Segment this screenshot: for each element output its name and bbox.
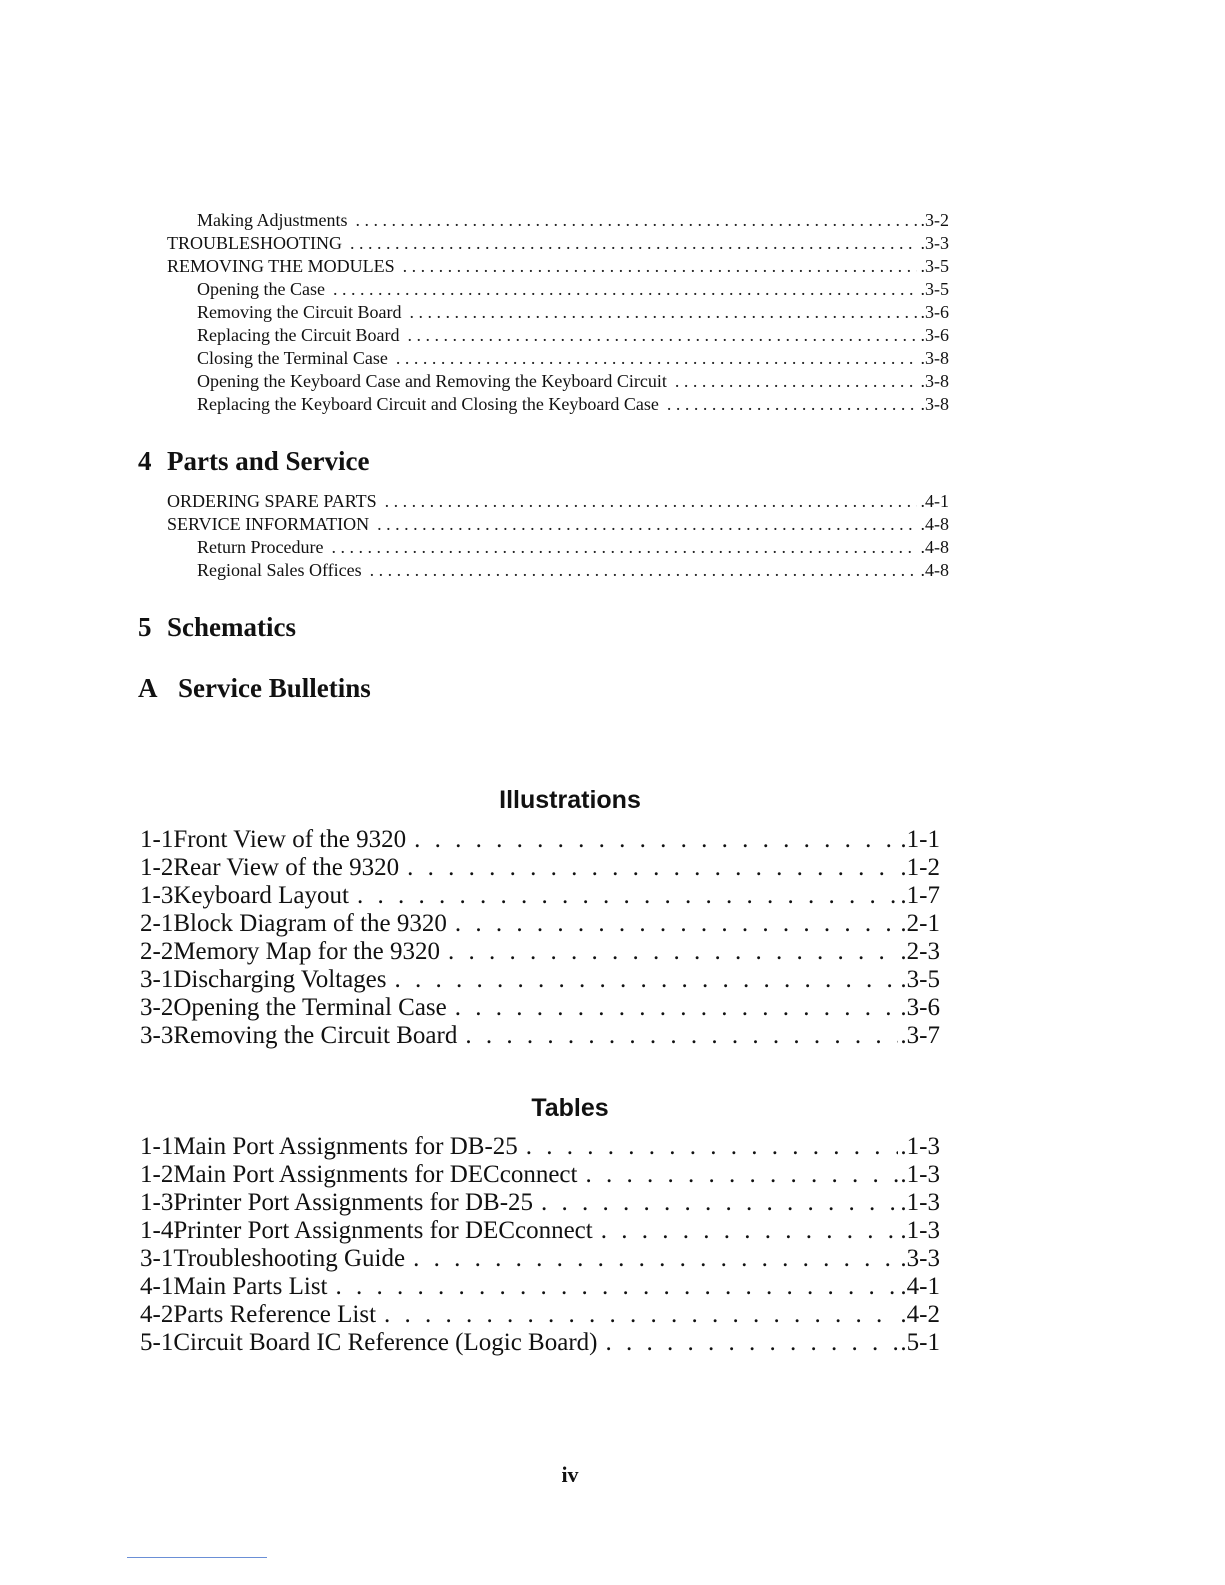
dot-leader — [396, 348, 917, 369]
toc-entry-label: Closing the Terminal Case — [197, 348, 388, 368]
scan-artifact-line — [127, 1557, 267, 1558]
item-number: 1-3 — [140, 1189, 174, 1216]
toc-entry — [197, 394, 949, 417]
item-number: 1-1 — [140, 1133, 174, 1160]
list-item — [140, 1329, 940, 1357]
item-page: .2-3 — [900, 938, 940, 965]
item-page: .1-3 — [900, 1133, 940, 1160]
toc-entry-label: Removing the Circuit Board — [197, 302, 402, 322]
item-label: Troubleshooting Guide — [173, 1245, 406, 1272]
dot-leader — [667, 394, 917, 415]
tables-heading: Tables — [531, 1094, 609, 1122]
toc-entry-label: Making Adjustments — [197, 210, 348, 230]
toc-entry-page: .3-8 — [920, 394, 949, 414]
toc-entry — [167, 491, 949, 514]
dot-leader — [601, 1217, 899, 1245]
list-item — [140, 1245, 940, 1273]
chapter-title: Parts and Service — [167, 446, 370, 476]
item-label: Block Diagram of the 9320 — [173, 910, 447, 937]
item-label: Main Port Assignments for DECconnect — [173, 1161, 578, 1188]
item-label: Circuit Board IC Reference (Logic Board) — [173, 1329, 598, 1356]
toc-entry-label: Opening the Case — [197, 279, 325, 299]
toc-entry — [197, 302, 949, 325]
item-number: 5-1 — [140, 1329, 174, 1356]
dot-leader — [385, 491, 917, 512]
toc-entry — [197, 348, 949, 371]
toc-entry-label: Regional Sales Offices — [197, 560, 362, 580]
item-number: 4-1 — [140, 1273, 174, 1300]
chapter-heading — [138, 446, 369, 477]
list-item — [140, 854, 940, 882]
chapter-heading — [138, 612, 296, 643]
item-label: Parts Reference List — [173, 1301, 377, 1328]
appendix-letter: A — [138, 673, 158, 703]
chapter-number: 4 — [138, 446, 152, 476]
toc-entry-page: .4-8 — [920, 537, 949, 557]
illustrations-heading: Illustrations — [499, 786, 641, 814]
toc-entry — [167, 514, 949, 537]
toc-entry — [197, 325, 949, 348]
list-item — [140, 826, 940, 854]
toc-entry-page: .3-5 — [920, 256, 949, 276]
dot-leader — [331, 537, 916, 558]
list-item — [140, 1161, 940, 1189]
dot-leader — [333, 279, 917, 300]
toc-entry-page: .4-1 — [920, 491, 949, 511]
item-page: .3-3 — [900, 1245, 940, 1272]
item-label: Printer Port Assignments for DB-25 — [173, 1189, 534, 1216]
dot-leader — [356, 210, 917, 231]
list-item — [140, 966, 940, 994]
list-item — [140, 882, 940, 910]
list-item — [140, 1217, 940, 1245]
item-label: Main Port Assignments for DB-25 — [173, 1133, 518, 1160]
toc-entry-page: .3-5 — [920, 279, 949, 299]
item-label: Opening the Terminal Case — [173, 994, 447, 1021]
item-page: .4-1 — [900, 1273, 940, 1300]
toc-entry-page: .3-8 — [920, 348, 949, 368]
list-item — [140, 910, 940, 938]
toc-entry-page: .3-8 — [920, 371, 949, 391]
toc-entry — [197, 537, 949, 560]
toc-entry-page: .3-3 — [920, 233, 949, 253]
item-label: Printer Port Assignments for DECconnect — [173, 1217, 593, 1244]
dot-leader — [370, 560, 917, 581]
item-label: Keyboard Layout — [173, 882, 349, 909]
toc-entry — [197, 210, 949, 233]
toc-entry-label: Return Procedure — [197, 537, 324, 557]
item-label: Memory Map for the 9320 — [173, 938, 440, 965]
item-label: Main Parts List — [173, 1273, 328, 1300]
item-page: .1-3 — [900, 1189, 940, 1216]
item-page: .1-3 — [900, 1217, 940, 1244]
dot-leader — [455, 994, 899, 1022]
item-label: Removing the Circuit Board — [173, 1022, 458, 1049]
toc-entry-label: Replacing the Circuit Board — [197, 325, 400, 345]
toc-entry-label: SERVICE INFORMATION — [167, 514, 370, 534]
appendix-title: Service Bulletins — [178, 673, 371, 703]
dot-leader — [350, 233, 917, 254]
dot-leader — [526, 1133, 899, 1161]
dot-leader — [409, 302, 916, 323]
item-page: .2-1 — [900, 910, 940, 937]
toc-entry — [167, 233, 949, 256]
toc-entry-page: .3-2 — [920, 210, 949, 230]
item-page: .1-1 — [900, 826, 940, 853]
item-page: .1-2 — [900, 854, 940, 881]
toc-entry-page: .3-6 — [920, 302, 949, 322]
dot-leader — [465, 1022, 898, 1050]
toc-entry-page: .3-6 — [920, 325, 949, 345]
item-label: Rear View of the 9320 — [173, 854, 400, 881]
item-page: .3-6 — [900, 994, 940, 1021]
chapter-number: 5 — [138, 612, 152, 642]
toc-entry — [197, 279, 949, 302]
item-page: .4-2 — [900, 1301, 940, 1328]
item-number: 2-1 — [140, 910, 174, 937]
list-item — [140, 1301, 940, 1329]
item-number: 3-1 — [140, 966, 174, 993]
dot-leader — [413, 1245, 898, 1273]
item-number: 3-2 — [140, 994, 174, 1021]
toc-entry — [167, 256, 949, 279]
item-number: 1-2 — [140, 1161, 174, 1188]
item-page: .3-7 — [900, 1022, 940, 1049]
list-item — [140, 938, 940, 966]
dot-leader — [585, 1161, 898, 1189]
list-item — [140, 1273, 940, 1301]
list-item — [140, 1189, 940, 1217]
item-page: .5-1 — [900, 1329, 940, 1356]
item-page: .1-3 — [900, 1161, 940, 1188]
toc-entry-label: Opening the Keyboard Case and Removing the Keyboard Circuit — [197, 371, 667, 391]
item-label: Front View of the 9320 — [173, 826, 407, 853]
dot-leader — [455, 910, 899, 938]
item-number: 1-1 — [140, 826, 174, 853]
page-number: iv — [561, 1462, 579, 1487]
chapter-title: Schematics — [167, 612, 296, 642]
toc-entry-page: .4-8 — [920, 560, 949, 580]
item-number: 3-3 — [140, 1022, 174, 1049]
item-label: Discharging Voltages — [173, 966, 387, 993]
item-page: .1-7 — [900, 882, 940, 909]
dot-leader — [403, 256, 917, 277]
dot-leader — [395, 966, 899, 994]
item-number: 1-2 — [140, 854, 174, 881]
dot-leader — [414, 826, 898, 854]
toc-entry-label: TROUBLESHOOTING — [167, 233, 342, 253]
dot-leader — [384, 1301, 898, 1329]
toc-entry — [197, 371, 949, 394]
item-number: 2-2 — [140, 938, 174, 965]
item-number: 3-1 — [140, 1245, 174, 1272]
dot-leader — [605, 1329, 898, 1357]
dot-leader — [357, 882, 898, 910]
list-item — [140, 1022, 940, 1050]
list-item — [140, 1133, 940, 1161]
item-number: 4-2 — [140, 1301, 174, 1328]
toc-entry-page: .4-8 — [920, 514, 949, 534]
appendix-heading — [138, 673, 371, 704]
toc-entry-label: Replacing the Keyboard Circuit and Closing the Keyboard Case — [197, 394, 659, 414]
toc-entry-label: ORDERING SPARE PARTS — [167, 491, 377, 511]
list-item — [140, 994, 940, 1022]
dot-leader — [675, 371, 917, 392]
item-number: 1-4 — [140, 1217, 174, 1244]
toc-entry — [197, 560, 949, 583]
dot-leader — [541, 1189, 898, 1217]
dot-leader — [448, 938, 898, 966]
dot-leader — [336, 1273, 899, 1301]
dot-leader — [407, 854, 898, 882]
toc-entry-label: REMOVING THE MODULES — [167, 256, 395, 276]
dot-leader — [407, 325, 916, 346]
dot-leader — [377, 514, 916, 535]
item-number: 1-3 — [140, 882, 174, 909]
item-page: .3-5 — [900, 966, 940, 993]
